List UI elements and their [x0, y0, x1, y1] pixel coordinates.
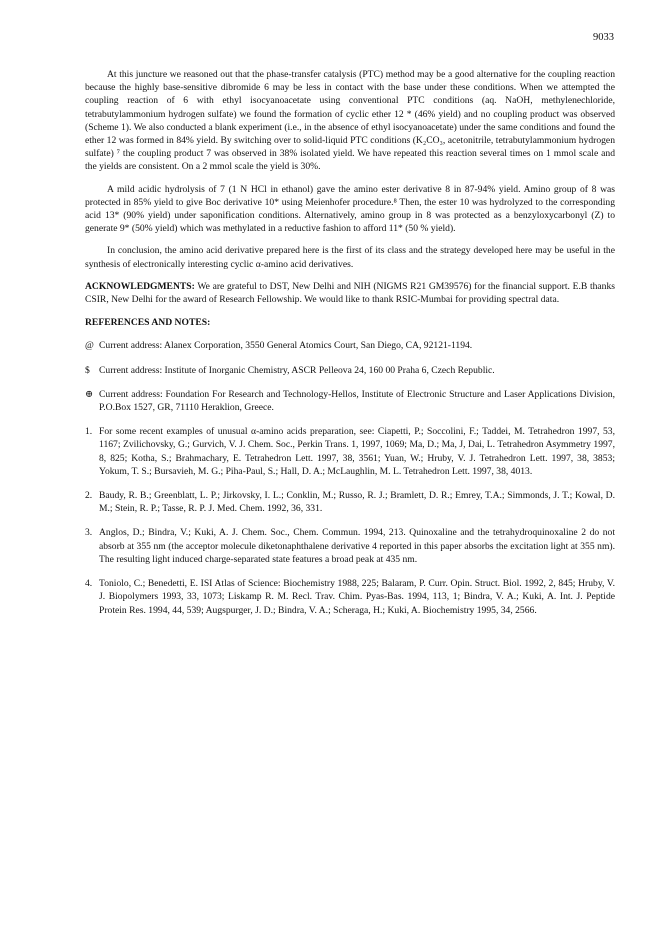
reference-text: For some recent examples of unusual α-amino acids preparation, see: Ciapetti, P.; Soccolini, F.; Taddei, M. Tetrahedron 1997, 53, 1167; Zvilichovsky, G.; Gurvich, V. J. Chem. Soc., Perkin Trans. 1, 1997, 1069; Ma, D.; Ma, J, Dai, L. Tetrahedron Asymmetry 1997, 8, 825; Kotha, S.; Brahmachary, E. Tetrahedron Lett. 1997, 38, 3561; Yuan, W.; Hruby, V. J. Tetrahedron Lett. 1997, 38, 3853; Yokum, T. S.; Bursavieh, M. G.; Piha-Paul, S.; Hall, D. A.; McLaughlin, M. L. Tetrahedron Lett. 1997, 38, 4013. [99, 426, 615, 477]
reference-item [85, 577, 615, 617]
reference-text: Current address: Alanex Corporation, 3550 General Atomics Court, San Diego, CA, 92121-1194. [99, 340, 473, 352]
article-body [85, 68, 615, 628]
reference-marker: 2. [85, 490, 93, 502]
reference-item [85, 364, 615, 377]
acknowledgments [85, 280, 615, 306]
acknowledgments-text: We are grateful to DST, New Delhi and NIH (NIGMS R21 GM39576) for the financial support. E.B thanks CSIR, New Delhi for the award of Research Fellowship. We would like to thank RSIC-Mumbai for providing spectral data. [85, 280, 615, 306]
reference-marker: 3. [85, 527, 93, 539]
acknowledgments-label: ACKNOWLEDGMENTS: [85, 280, 195, 292]
reference-item [85, 526, 615, 566]
reference-text: Anglos, D.; Bindra, V.; Kuki, A. J. Chem. Soc., Chem. Commun. 1994, 213. Quinoxaline and the tetrahydroquinoxaline 2 do not absorb at 355 nm (the acceptor molecule diketonaphthalene derivative 4 reported in this paper absorbs the excitation light at 355 nm). The resulting light induced charge-separated state features a broad peak at 435 nm. [99, 527, 615, 565]
reference-item [85, 425, 615, 478]
reference-text: Current address: Institute of Inorganic Chemistry, ASCR Pelleova 24, 160 00 Praha 6, Czech Republic. [99, 364, 495, 376]
reference-item [85, 489, 615, 515]
reference-marker: 1. [85, 426, 93, 438]
reference-marker: ⊕ [85, 388, 94, 400]
reference-text: Baudy, R. B.; Greenblatt, L. P.; Jirkovsky, I. L.; Conklin, M.; Russo, R. J.; Bramlett, D. R.; Emrey, T.A.; Simmonds, J. T.; Kowal, D. M.; Stein, R. P.; Tasse, R. P. J. Med. Chem. 1992, 36, 331. [99, 490, 615, 515]
reference-item [85, 388, 615, 414]
references-heading: REFERENCES AND NOTES: [85, 317, 211, 329]
page-number: 9033 [593, 32, 614, 43]
reference-marker: 4. [85, 578, 93, 590]
reference-item [85, 339, 615, 352]
reference-text: Current address: Foundation For Research and Technology-Hellos, Institute of Electronic Structure and Laser Applications Division, P.O.Box 1527, GR, 71110 Heraklion, Greece. [99, 388, 615, 414]
reference-marker: $ [85, 364, 90, 376]
body-paragraph: In conclusion, the amino acid derivative prepared here is the first of its class and the strategy developed here may be useful in the synthesis of electronically interesting cyclic α-amino acid derivatives. [85, 245, 615, 270]
reference-marker: @ [85, 340, 94, 352]
body-paragraph: At this juncture we reasoned out that the phase-transfer catalysis (PTC) method may be a good alternative for the coupling reaction because the highly base-sensitive dibromide 6 may be less in contact with the base under these conditions. When we attempted the coupling reaction of 6 with ethyl isocyanoacetate using conventional PTC conditions (aq. NaOH, methylenechloride, tetrabutylammonium hydrogen sulfate) we found the formation of cyclic ether 12 * (46% yield) and no coupling product was observed (Scheme 1). We also conducted a blank experiment (i.e., in the absence of ethyl isocyanoacetate) under the same conditions and found the ether 12 was formed in 84% yield. By switching over to solid-liquid PTC conditions (K₂CO₃, acetonitrile, tetrabutylammonium hydrogen sulfate) ⁷ the coupling product 7 was observed in 38% isolated yield. We have repeated this reaction several times on 1 mmol scale and the yields are consistent. On a 2 mmol scale the yield is 30%. [85, 69, 615, 173]
body-paragraph: A mild acidic hydrolysis of 7 (1 N HCl in ethanol) gave the amino ester derivative 8 in 87-94% yield. Amino group of 8 was protected in 85% yield to give Boc derivative 10* using Meienhofer procedure.⁸ Then, the ester 10 was hydrolyzed to the corresponding acid 13* (90% yield) under saponification conditions. Alternatively, amino group in 8 was protected as a benzyloxycarbonyl (Z) to generate 9* (50% yield) which was methylated in a reductive fashion to afford 11* (50 % yield). [85, 183, 615, 235]
reference-text: Toniolo, C.; Benedetti, E. ISI Atlas of Science: Biochemistry 1988, 225; Balaram, P. Curr. Opin. Struct. Biol. 1992, 2, 845; Hruby, V. J. Biopolymers 1993, 33, 1073; Liskamp R. M. Recl. Trav. Chim. Pyas-Bas. 1994, 113, 1; Bindra, V. A.; Kuki, A. Int. J. Peptide Protein Res. 1994, 44, 539; Augspurger, J. D.; Bindra, V. A.; Scheraga, H.; Kuki, A. Biochemistry 1995, 34, 2566. [99, 578, 615, 616]
